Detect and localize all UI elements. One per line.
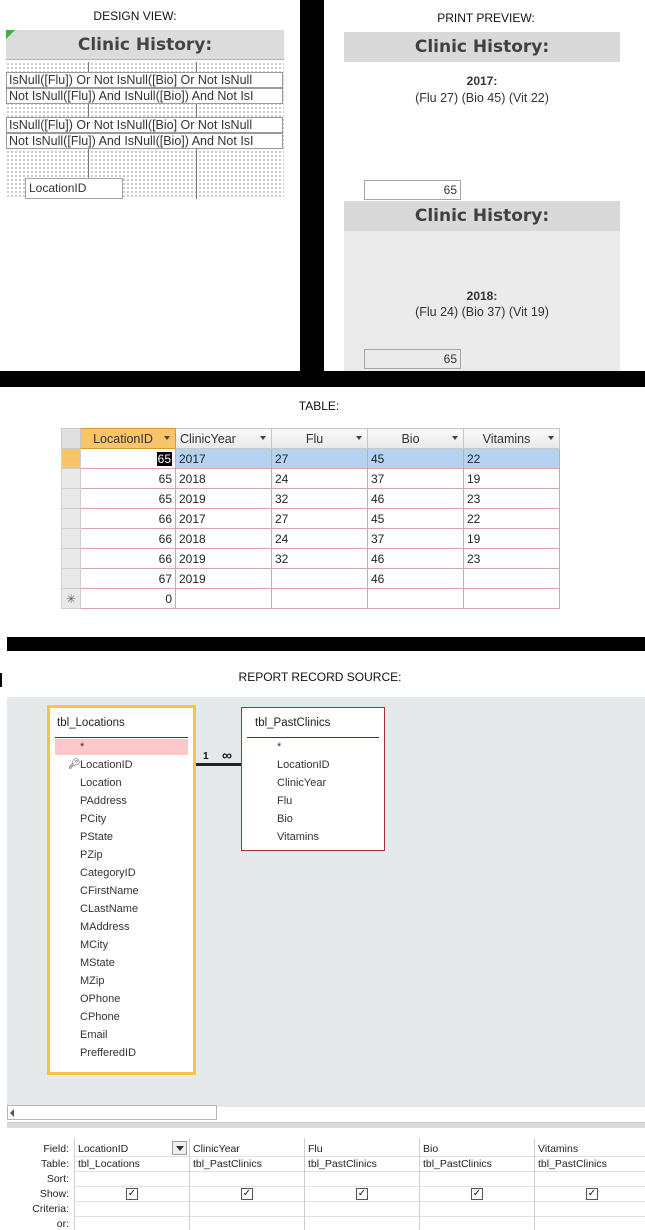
record-selector[interactable] [62, 509, 81, 529]
field-item[interactable]: MState [80, 957, 115, 969]
table-cell[interactable]: 65 [81, 489, 176, 509]
table-row[interactable] [62, 449, 560, 469]
table-cell[interactable] [464, 569, 560, 589]
field-item[interactable]: CategoryID [80, 867, 136, 879]
table-cell[interactable]: 27 [272, 449, 368, 469]
field-item[interactable]: * [277, 741, 282, 753]
grid-column-border [534, 1138, 535, 1230]
grid-column-border [304, 1138, 305, 1230]
preview-year: 2017: [466, 74, 498, 88]
column-header-bio[interactable] [368, 429, 464, 449]
preview-page-header: Clinic History: [344, 32, 620, 62]
grid-row-line [74, 1156, 645, 1157]
table-cell[interactable]: 24 [272, 529, 368, 549]
column-dropdown-icon[interactable] [452, 436, 458, 440]
report-selector-icon[interactable] [6, 30, 15, 39]
field-dropdown-icon[interactable] [172, 1141, 187, 1155]
scroll-left-icon[interactable] [10, 1109, 14, 1117]
design-report-header[interactable]: Clinic History: [6, 30, 284, 60]
grid-row-line [74, 1186, 645, 1187]
preview-locationid: 65 [364, 180, 461, 200]
grid-column-border [419, 1138, 420, 1230]
datasheet-table [61, 428, 560, 609]
preview-year: 2018: [466, 289, 498, 303]
grid-table-cell[interactable]: tbl_Locations [78, 1158, 140, 1170]
grid-row-label: or: [56, 1218, 69, 1230]
record-source-caption: REPORT RECORD SOURCE: [238, 670, 402, 684]
select-all-corner[interactable] [62, 429, 81, 449]
table-cell[interactable]: 46 [368, 549, 464, 569]
table-row[interactable] [62, 489, 560, 509]
table-row[interactable] [62, 549, 560, 569]
table-cell[interactable]: 67 [81, 569, 176, 589]
show-checkbox[interactable]: ✓ [357, 1188, 367, 1199]
field-item[interactable]: PAddress [80, 795, 127, 807]
record-selector[interactable] [62, 549, 81, 569]
table-box-separator [247, 737, 379, 738]
show-checkbox[interactable]: ✓ [587, 1188, 597, 1199]
grid-field-cell[interactable]: Flu [308, 1143, 323, 1155]
field-item[interactable]: Location [80, 777, 122, 789]
grid-row-label: Show: [39, 1188, 69, 1200]
column-header-vitamins[interactable] [464, 429, 560, 449]
preview-locationid: 65 [364, 349, 461, 369]
table-cell[interactable]: 23 [464, 549, 560, 569]
column-header-label: Bio [401, 431, 420, 446]
grid-row-line [74, 1216, 645, 1217]
relationship-many-label: ∞ [222, 747, 232, 763]
table-row[interactable] [62, 569, 560, 589]
field-item[interactable]: Email [80, 1029, 108, 1041]
table-cell[interactable]: 22 [464, 509, 560, 529]
field-item[interactable]: Vitamins [277, 831, 319, 843]
table-cell[interactable]: 46 [368, 489, 464, 509]
grid-field-cell[interactable]: Bio [423, 1143, 439, 1155]
field-item[interactable]: PCity [80, 813, 107, 825]
table-cell[interactable]: 27 [272, 509, 368, 529]
table-cell[interactable]: 32 [272, 549, 368, 569]
show-checkbox[interactable]: ✓ [127, 1188, 137, 1199]
grid-field-cell[interactable]: ClinicYear [193, 1143, 240, 1155]
field-item[interactable]: PrefferedID [80, 1047, 137, 1059]
table-cell[interactable]: 45 [368, 449, 464, 469]
column-dropdown-icon[interactable] [164, 436, 170, 440]
design-expression-field[interactable]: Not IsNull([Flu]) And IsNull([Bio]) And Not IsI [6, 88, 283, 104]
divider-vertical [300, 0, 324, 371]
column-header-label: LocationID [93, 431, 153, 446]
grid-column-border [74, 1138, 75, 1230]
field-item[interactable]: * [80, 741, 85, 753]
field-item[interactable]: CPhone [80, 1011, 120, 1023]
field-item[interactable]: MCity [80, 939, 109, 951]
table-row[interactable] [62, 529, 560, 549]
record-selector[interactable] [62, 569, 81, 589]
table-row[interactable] [62, 509, 560, 529]
table-cell[interactable]: 46 [368, 569, 464, 589]
table-cell[interactable] [368, 589, 464, 609]
table-cell[interactable]: 2018 [176, 529, 272, 549]
table-cell[interactable] [176, 589, 272, 609]
table-cell[interactable]: 19 [464, 529, 560, 549]
column-header-label: Flu [305, 431, 324, 446]
table-cell[interactable] [81, 449, 176, 469]
design-expression-field[interactable]: IsNull([Flu]) Or Not IsNull([Bio] Or Not IsNull [6, 117, 283, 133]
print-preview-caption: PRINT PREVIEW: [437, 11, 535, 25]
divider-horizontal [7, 637, 645, 651]
field-item[interactable]: CLastName [80, 903, 139, 915]
relationship-one-label: 1 [203, 751, 209, 762]
table-cell[interactable]: 45 [368, 509, 464, 529]
column-header-clinicyear[interactable] [176, 429, 272, 449]
table-cell[interactable]: 32 [272, 489, 368, 509]
grid-row-label: Table: [40, 1158, 69, 1170]
column-dropdown-icon[interactable] [260, 436, 266, 440]
column-dropdown-icon[interactable] [356, 436, 362, 440]
table-box-separator [55, 737, 188, 738]
grid-row-line [74, 1201, 645, 1202]
grid-table-cell[interactable]: tbl_PastClinics [538, 1158, 607, 1170]
table-cell[interactable]: 37 [368, 529, 464, 549]
design-expression-field[interactable]: Not IsNull([Flu]) And IsNull([Bio]) And Not IsI [6, 133, 283, 149]
column-header-label: ClinicYear [180, 431, 236, 446]
table-cell[interactable]: 0 [81, 589, 176, 609]
design-locationid-textbox[interactable]: LocationID [25, 178, 123, 199]
table-caption: TABLE: [298, 399, 340, 413]
field-item[interactable]: PState [80, 831, 114, 843]
table-box-locations[interactable] [47, 705, 196, 1075]
relationship-line[interactable] [196, 763, 241, 766]
field-row-selected[interactable] [55, 739, 188, 755]
table-cell[interactable]: 2019 [176, 569, 272, 589]
table-cell[interactable]: 19 [464, 469, 560, 489]
preview-values: (Flu 27) (Bio 45) (Vit 22) [415, 91, 549, 105]
grid-table-cell[interactable]: tbl_PastClinics [423, 1158, 492, 1170]
column-header-flu[interactable] [272, 429, 368, 449]
field-item[interactable]: ClinicYear [277, 777, 327, 789]
design-view-caption: DESIGN VIEW: [93, 9, 177, 23]
table-box-title: tbl_Locations [57, 717, 125, 729]
grid-field-cell[interactable]: LocationID [78, 1143, 129, 1155]
table-cell[interactable]: 22 [464, 449, 560, 469]
record-selector[interactable] [62, 469, 81, 489]
new-record-row[interactable] [62, 589, 560, 609]
grid-column-border [189, 1138, 190, 1230]
table-cell[interactable]: 65 [81, 469, 176, 489]
table-cell[interactable] [464, 589, 560, 609]
field-item[interactable]: PZip [80, 849, 103, 861]
table-cell[interactable]: 66 [81, 529, 176, 549]
field-item[interactable]: Flu [277, 795, 293, 807]
datasheet-header-row [62, 429, 560, 449]
pane-splitter[interactable] [7, 1122, 645, 1128]
record-selector[interactable] [62, 529, 81, 549]
preview-values: (Flu 24) (Bio 37) (Vit 19) [415, 305, 549, 319]
table-cell[interactable]: 23 [464, 489, 560, 509]
table-cell[interactable]: 2017 [176, 449, 272, 469]
cell-value-selected: 65 [157, 451, 171, 466]
horizontal-scrollbar[interactable] [7, 1105, 217, 1120]
table-cell[interactable]: 37 [368, 469, 464, 489]
column-header-label: Vitamins [482, 431, 531, 446]
field-item[interactable]: MAddress [80, 921, 130, 933]
preview-page-header: Clinic History: [344, 201, 620, 231]
grid-row-label: Field: [43, 1143, 69, 1155]
table-cell[interactable]: 2018 [176, 469, 272, 489]
table-cell[interactable] [272, 589, 368, 609]
table-row[interactable] [62, 469, 560, 489]
field-item[interactable]: LocationID [277, 759, 330, 771]
table-cell[interactable]: 66 [81, 509, 176, 529]
primary-key-icon: 🔑︎ [68, 759, 81, 770]
column-dropdown-icon[interactable] [548, 436, 554, 440]
table-cell[interactable]: 66 [81, 549, 176, 569]
field-item[interactable]: OPhone [80, 993, 121, 1005]
column-header-locationid[interactable] [81, 429, 176, 449]
table-cell[interactable] [272, 569, 368, 589]
table-cell[interactable]: 24 [272, 469, 368, 489]
table-box-pastclinics[interactable] [241, 707, 385, 851]
divider-horizontal [0, 371, 645, 387]
show-checkbox[interactable]: ✓ [472, 1188, 482, 1199]
show-checkbox[interactable]: ✓ [242, 1188, 252, 1199]
design-expression-field[interactable]: IsNull([Flu]) Or Not IsNull([Bio] Or Not IsNull [6, 72, 283, 88]
grid-row-label: Criteria: [32, 1203, 69, 1215]
grid-table-cell[interactable]: tbl_PastClinics [193, 1158, 262, 1170]
grid-field-cell[interactable]: Vitamins [538, 1143, 579, 1155]
table-cell[interactable]: 2019 [176, 489, 272, 509]
field-item[interactable]: MZip [80, 975, 105, 987]
field-item[interactable]: Bio [277, 813, 293, 825]
record-selector[interactable] [62, 449, 81, 469]
field-item[interactable]: CFirstName [80, 885, 139, 897]
new-record-icon: ✳ [62, 589, 81, 609]
grid-row-line [74, 1171, 645, 1172]
table-cell[interactable]: 2019 [176, 549, 272, 569]
field-item[interactable]: LocationID [80, 759, 133, 771]
grid-table-cell[interactable]: tbl_PastClinics [308, 1158, 377, 1170]
table-box-title: tbl_PastClinics [255, 717, 331, 729]
table-cell[interactable]: 2017 [176, 509, 272, 529]
grid-row-label: Sort: [46, 1173, 69, 1185]
record-selector[interactable] [62, 489, 81, 509]
